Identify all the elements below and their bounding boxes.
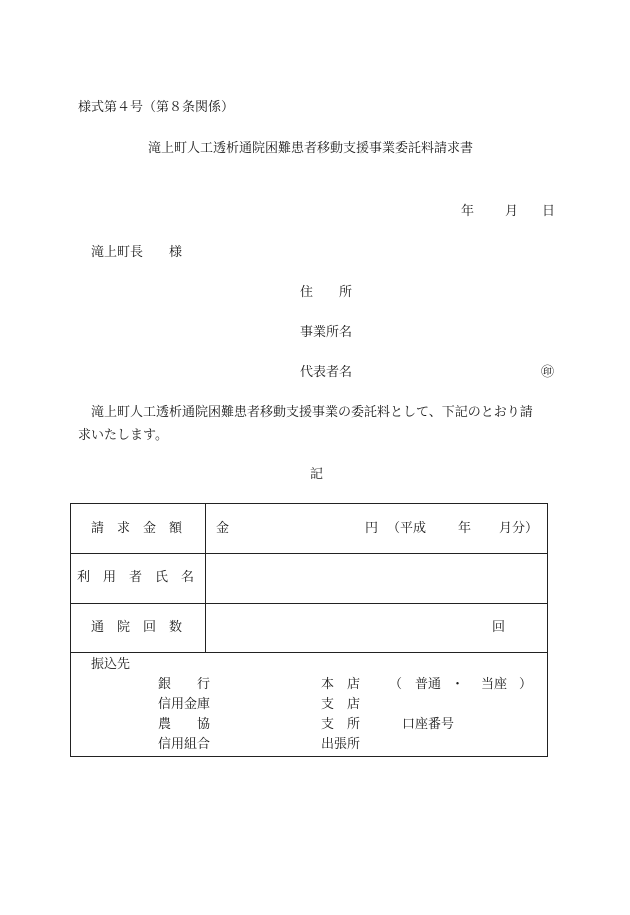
table-row-divider: [71, 603, 547, 604]
table-column-divider: [205, 504, 206, 653]
seal-mark: ㊞: [541, 365, 555, 380]
account-type-dot: ・: [451, 677, 465, 692]
amount-prefix: 金: [216, 521, 230, 536]
bank-type-shinkin: 信用金庫: [158, 697, 211, 712]
body-text-line-2: 求いたします。: [78, 428, 168, 443]
amount-label: 請 求 金 額: [91, 521, 183, 536]
table-row-divider: [71, 652, 547, 653]
visit-count-unit: 回: [492, 620, 506, 635]
bank-type-bank: 銀 行: [158, 677, 211, 692]
date-month: 月: [505, 204, 519, 219]
date-year: 年: [461, 204, 475, 219]
account-type-normal: 普通: [415, 677, 442, 692]
branch-type-sub: 出張所: [321, 737, 361, 752]
branch-type-main: 本 店: [321, 677, 361, 692]
office-name-label: 事業所名: [300, 325, 353, 340]
amount-yen: 円: [365, 521, 379, 536]
amount-period-open: （平成: [387, 521, 427, 536]
account-type-current: 当座: [481, 677, 508, 692]
table-row-divider: [71, 553, 547, 554]
bank-type-kumiai: 信用組合: [158, 737, 211, 752]
branch-type-branch: 支 店: [321, 697, 361, 712]
account-type-open: （: [389, 677, 403, 692]
addressee: 滝上町長 様: [91, 245, 183, 260]
ki-heading: 記: [310, 467, 324, 482]
bank-type-nokyo: 農 協: [158, 717, 211, 732]
visit-count-label: 通 院 回 数: [91, 620, 183, 635]
body-text-line-1: 滝上町人工透析通院困難患者移動支援事業の委託料として、下記のとおり請: [91, 405, 533, 420]
branch-type-office: 支 所: [321, 717, 361, 732]
billing-table: [70, 503, 548, 757]
amount-period-year: 年: [458, 521, 472, 536]
transfer-label: 振込先: [91, 657, 131, 672]
amount-period-month: 月分）: [499, 521, 539, 536]
representative-label: 代表者名: [300, 365, 353, 380]
user-name-label: 利 用 者 氏 名: [77, 570, 195, 585]
date-day: 日: [542, 204, 556, 219]
address-label: 住 所: [300, 285, 353, 300]
document-title: 滝上町人工透析通院困難患者移動支援事業委託料請求書: [148, 141, 474, 156]
account-number-label: 口座番号: [402, 717, 455, 732]
form-number: 様式第４号（第８条関係）: [78, 100, 235, 115]
account-type-close: ）: [519, 677, 533, 692]
